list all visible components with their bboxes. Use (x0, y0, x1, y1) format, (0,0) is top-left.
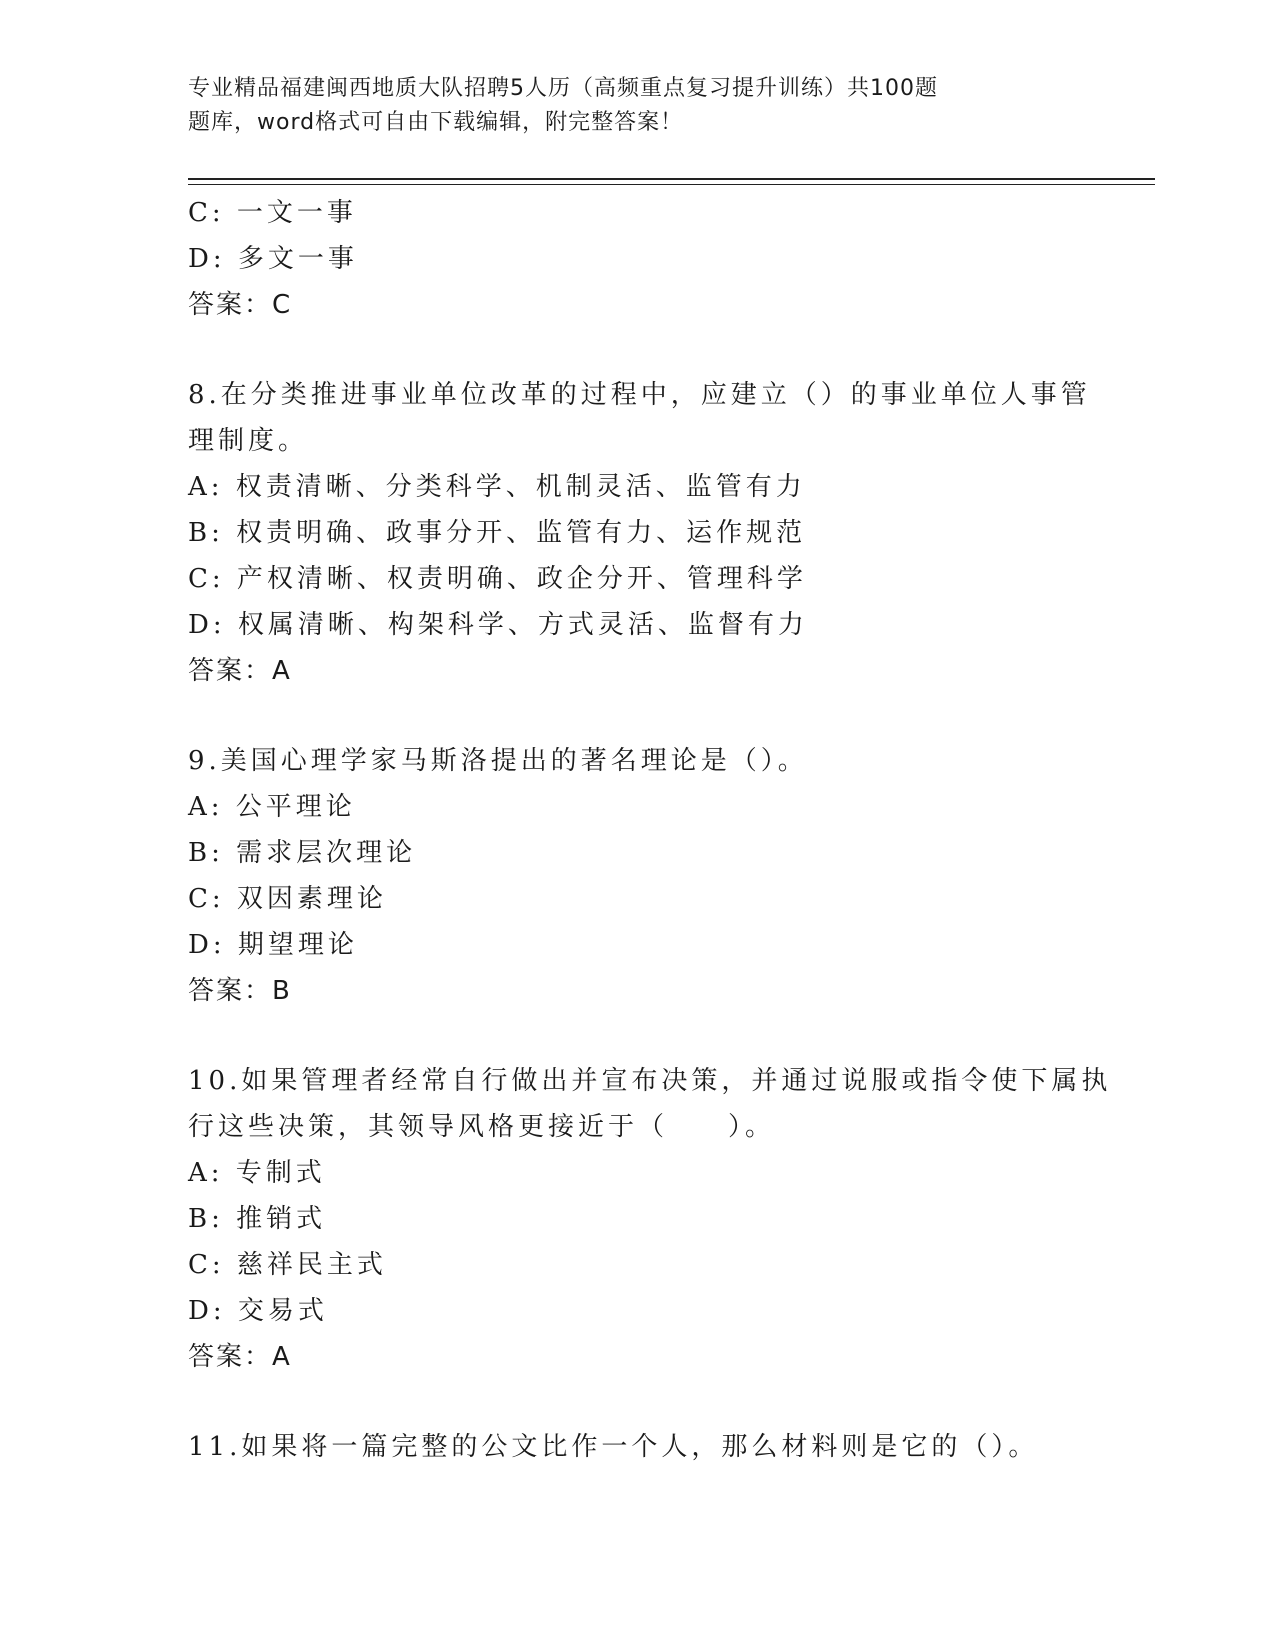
question-7-tail (188, 190, 1108, 328)
question-10 (188, 1058, 1112, 1380)
option-b: B: 需求层次理论 (188, 838, 417, 868)
option-d: D: 权属清晰、构架科学、方式灵活、监督有力 (188, 610, 808, 640)
header-divider-thin (188, 184, 1155, 185)
question-stem: 11.如果将一篇完整的公文比作一个人，那么材料则是它的（）。 (188, 1432, 1039, 1462)
answer: 答案：A (188, 656, 292, 686)
question-stem-continued: 理制度。 (188, 426, 309, 456)
option-a: A: 权责清晰、分类科学、机制灵活、监管有力 (188, 472, 806, 502)
option-a: A: 专制式 (188, 1158, 326, 1188)
option-c: C: 产权清晰、权责明确、政企分开、管理科学 (188, 564, 807, 594)
option-d: D: 交易式 (188, 1296, 328, 1326)
question-stem: 10.如果管理者经常自行做出并宣布决策，并通过说服或指令使下属执 (188, 1066, 1112, 1096)
question-stem: 9.美国心理学家马斯洛提出的著名理论是（）。 (188, 746, 808, 776)
document-header (188, 72, 1048, 140)
option-c: C: 一文一事 (188, 198, 357, 228)
spacer (188, 694, 1108, 738)
option-c: C: 双因素理论 (188, 884, 387, 914)
option-c: C: 慈祥民主式 (188, 1250, 387, 1280)
header-title-line-1: 专业精品福建闽西地质大队招聘5人历（高频重点复习提升训练）共100题 (188, 76, 938, 101)
question-11 (188, 1424, 1108, 1470)
option-b: B: 权责明确、政事分开、监管有力、运作规范 (188, 518, 807, 548)
option-a: A: 公平理论 (188, 792, 356, 822)
question-stem: 8.在分类推进事业单位改革的过程中，应建立（）的事业单位人事管 (188, 380, 1091, 410)
option-d: D: 期望理论 (188, 930, 358, 960)
answer: 答案：C (188, 290, 293, 320)
answer: 答案：A (188, 1342, 292, 1372)
spacer (188, 1380, 1108, 1424)
spacer (188, 328, 1108, 372)
answer: 答案：B (188, 976, 292, 1006)
question-stem-continued: 行这些决策，其领导风格更接近于（ ）。 (188, 1112, 776, 1142)
question-8 (188, 372, 1108, 694)
option-b: B: 推销式 (188, 1204, 327, 1234)
option-d: D: 多文一事 (188, 244, 358, 274)
header-title-line-2: 题库，word格式可自由下载编辑，附完整答案！ (188, 110, 684, 135)
question-list (188, 190, 1112, 1470)
spacer (188, 1014, 1108, 1058)
question-9 (188, 738, 1108, 1014)
header-divider-thick (188, 178, 1155, 180)
